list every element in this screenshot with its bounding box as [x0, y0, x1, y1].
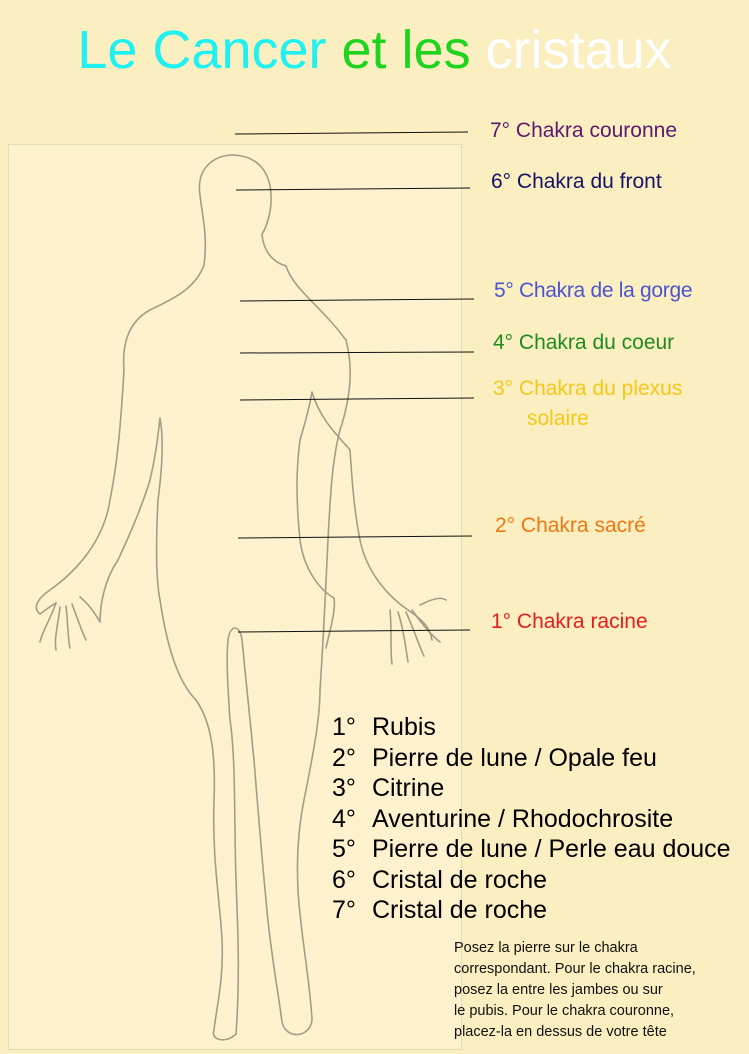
pointer-line-1 — [238, 630, 470, 632]
stone-row: 2° Pierre de lune / Opale feu — [332, 743, 657, 772]
left-hand — [40, 418, 162, 650]
head-outline — [199, 155, 346, 340]
pointer-line-4 — [240, 352, 474, 353]
instruction-note — [454, 938, 749, 1043]
stone-row: 1° Rubis — [332, 713, 436, 741]
chakra-label-2: 2° Chakra sacré — [495, 514, 646, 537]
chakra-label-6: 6° Chakra du front — [491, 170, 662, 193]
note-line: posez la entre les jambes ou sur — [454, 982, 663, 998]
stones-list — [332, 712, 731, 926]
stone-row: 3° Citrine — [332, 774, 445, 802]
pointer-line-3 — [240, 398, 474, 400]
stone-row: 6° Cristal de roche — [332, 865, 548, 894]
chakra-label-1: 1° Chakra racine — [491, 610, 648, 633]
stone-row: 4° Aventurine / Rhodochrosite — [332, 804, 674, 833]
right-leg-outline — [254, 690, 320, 1035]
title-part-1: Le Cancer — [77, 20, 327, 80]
note-line: Posez la pierre sur le chakra — [454, 940, 638, 956]
note-line: le pubis. Pour le chakra couronne, — [454, 1003, 675, 1019]
note-line: placez-la en dessus de votre tête — [454, 1024, 667, 1040]
chakra-label-3-cont: solaire — [527, 407, 589, 430]
stone-row: 5° Pierre de lune / Perle eau douce — [332, 835, 731, 863]
right-torso-outline — [320, 340, 350, 690]
chakra-label-3: 3° Chakra du plexus solaire — [493, 374, 682, 434]
right-arm-outline — [300, 392, 432, 640]
stone-row: 7° Cristal de roche — [332, 896, 548, 924]
chakra-label-5: 5° Chakra de la gorge — [494, 279, 693, 302]
left-leg-outline — [160, 600, 236, 1040]
head-left-line — [124, 195, 206, 370]
pointer-line-7 — [235, 132, 468, 134]
title-part-2: et les — [341, 20, 471, 80]
chakra-label-4: 4° Chakra du coeur — [493, 331, 675, 354]
pointer-line-2 — [238, 536, 472, 538]
title-part-3: cristaux — [485, 20, 672, 80]
chakra-label-7: 7° Chakra couronne — [490, 119, 678, 142]
left-arm-outline — [36, 370, 124, 614]
note-line: correspondant. Pour le chakra racine, — [454, 961, 696, 977]
crotch-outline — [227, 628, 254, 1034]
pointer-line-5 — [240, 299, 474, 301]
